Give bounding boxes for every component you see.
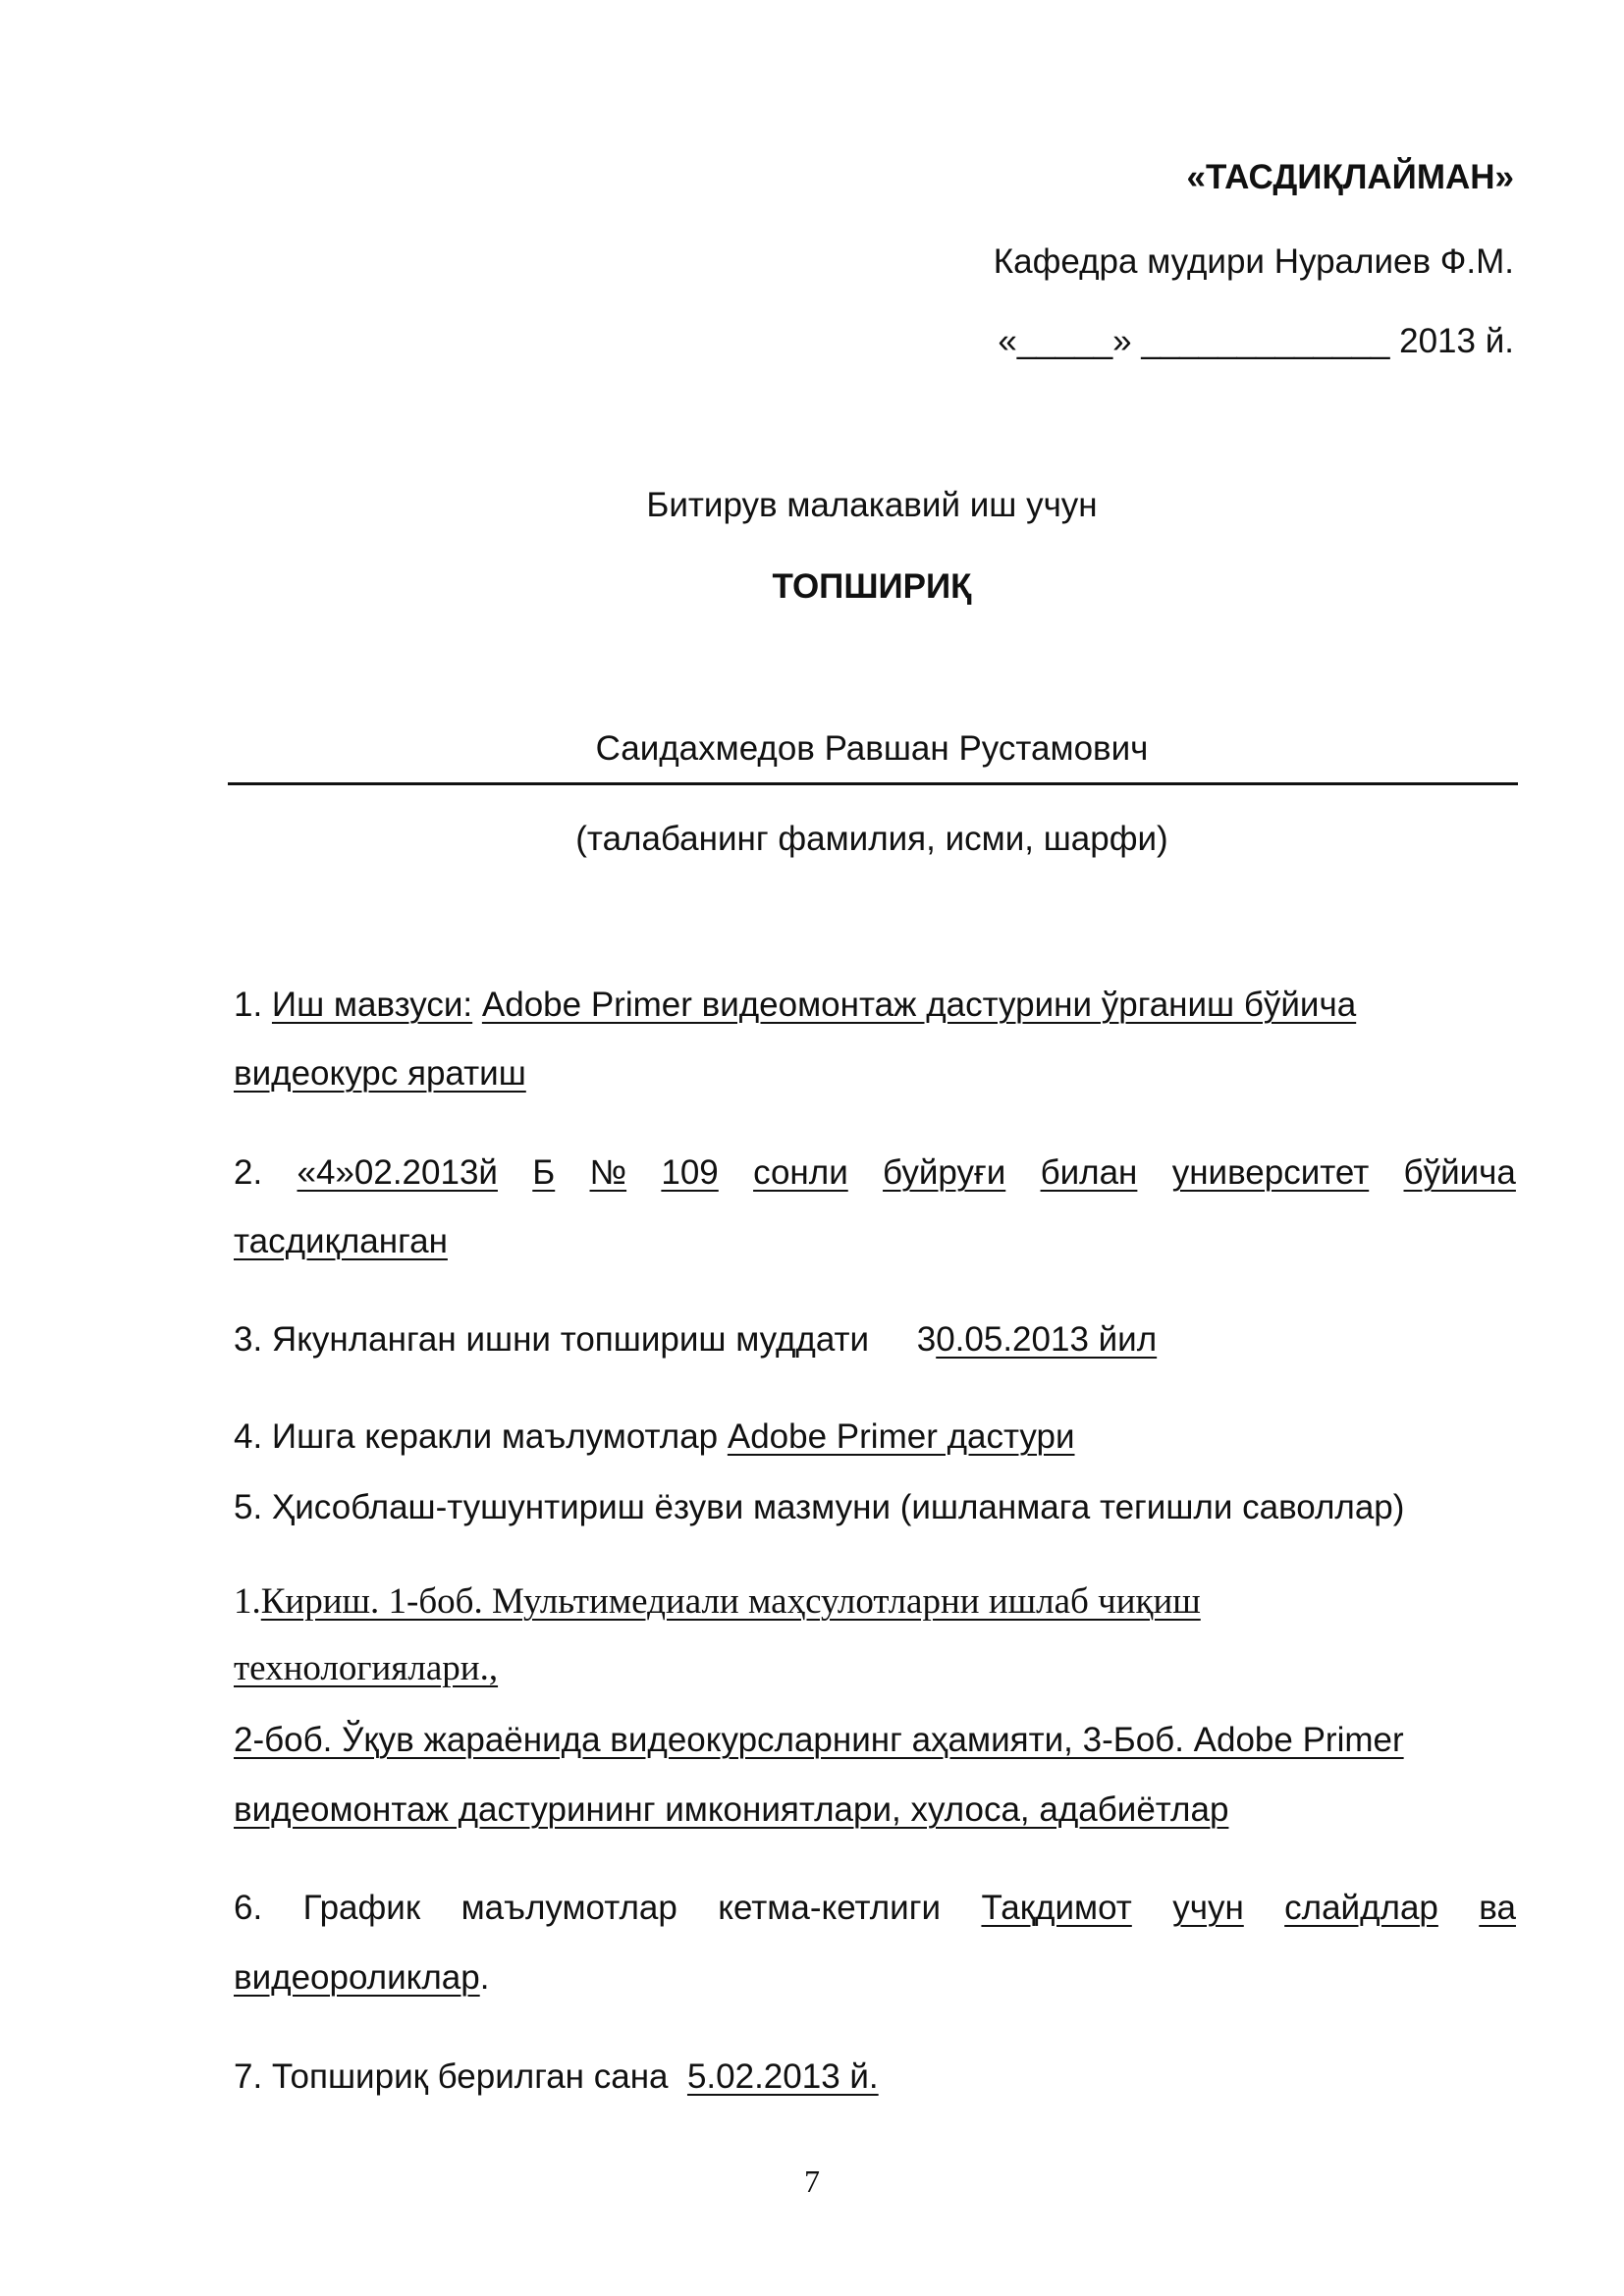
item-4-value: Adobe Primer дастури	[727, 1417, 1075, 1456]
item-2-continuation	[234, 1220, 448, 1263]
item-2-word: «4»02.2013й	[297, 1153, 498, 1192]
item-2-value-continuation: тасдиқланган	[234, 1222, 448, 1260]
item-5-content-line	[234, 1789, 1228, 1832]
item-3	[234, 1318, 1157, 1362]
item-1-number: 1.	[234, 986, 272, 1024]
item-5-content-line	[234, 1580, 1201, 1624]
item-2	[234, 1151, 1516, 1195]
item-5-content: технологиялари.,	[234, 1648, 499, 1688]
item-1-value: Adobe Primer видеомонтаж дастурини ўрганиш бўйича	[481, 986, 1357, 1024]
document-subtitle: Битирув малакавий иш учун	[646, 486, 1098, 524]
item-4-label: 4. Ишга керакли маълумотлар	[234, 1417, 728, 1456]
item-1-label: Иш мавзуси:	[271, 986, 473, 1024]
item-6-number: 6.	[234, 1889, 263, 1927]
approval-date-line: «_____» _____________ 2013 й.	[998, 322, 1514, 360]
item-5-content: видеомонтаж дастурининг имкониятлари, хулоса, адабиётлар	[234, 1790, 1229, 1829]
item-2-word: буйруғи	[883, 1153, 1006, 1192]
document-title: ТОПШИРИҚ	[772, 567, 972, 606]
item-2-word: университет	[1171, 1153, 1370, 1192]
item-5	[234, 1486, 1404, 1529]
item-5-content-line	[234, 1647, 498, 1690]
item-5-content: Кириш. 1-боб. Мультимедиали маҳсулотларни ишлаб чиқиш	[260, 1581, 1201, 1622]
item-3-label: 3. Якунланган ишни топшириш муддати	[234, 1320, 870, 1359]
item-6-period: .	[479, 1958, 490, 1997]
approval-heading: «ТАСДИҚЛАЙМАН»	[1186, 158, 1514, 196]
item-6-word: кетма-кетлиги	[718, 1889, 942, 1927]
item-5-label: 5. Ҳисоблаш-тушунтириш ёзуви мазмуни (ишланмага тегишли саволлар)	[234, 1488, 1405, 1526]
item-6-word: учун	[1172, 1889, 1244, 1927]
item-1-continuation	[234, 1052, 526, 1095]
student-name-rule	[228, 782, 1518, 785]
item-3-value-prefix: 3	[916, 1320, 937, 1359]
item-2-word: билан	[1040, 1153, 1138, 1192]
item-6-word: Тақдимот	[981, 1889, 1132, 1927]
item-7-label: 7. Топшириқ берилган сана	[234, 2057, 687, 2096]
item-6-word: слайдлар	[1284, 1889, 1438, 1927]
item-6-word: ва	[1479, 1889, 1516, 1927]
item-2-number: 2.	[234, 1153, 263, 1192]
item-6-continuation	[234, 1956, 489, 2000]
page-number: 7	[804, 2163, 820, 2199]
item-1	[234, 984, 1356, 1027]
item-7	[234, 2056, 879, 2099]
item-3-value: 0.05.2013 йил	[936, 1320, 1158, 1359]
item-6-value-continuation: видеороликлар	[234, 1958, 480, 1997]
head-of-department: Кафедра мудири Нуралиев Ф.М.	[993, 242, 1514, 281]
item-4	[234, 1415, 1075, 1459]
item-2-word: бўйича	[1403, 1153, 1516, 1192]
student-name-caption: (талабанинг фамилия, исми, шарфи)	[575, 820, 1168, 858]
item-5-content: 2-боб. Ўқув жараёнида видеокурсларнинг аҳамияти, 3-Боб. Adobe Primer	[234, 1721, 1404, 1759]
item-6-word: маълумотлар	[460, 1889, 677, 1927]
student-name: Саидахмедов Равшан Рустамович	[595, 729, 1149, 768]
item-6-word: График	[302, 1889, 421, 1927]
item-2-word: Б	[532, 1153, 556, 1192]
item-2-word: 109	[661, 1153, 719, 1192]
item-2-word: сонли	[753, 1153, 848, 1192]
item-2-word: №	[589, 1153, 627, 1192]
item-5-content-line	[234, 1719, 1404, 1762]
item-7-value: 5.02.2013 й.	[686, 2057, 879, 2096]
item-1-value-continuation: видеокурс яратиш	[234, 1054, 526, 1093]
item-5-content-number: 1.	[234, 1581, 261, 1622]
item-6	[234, 1887, 1516, 1930]
